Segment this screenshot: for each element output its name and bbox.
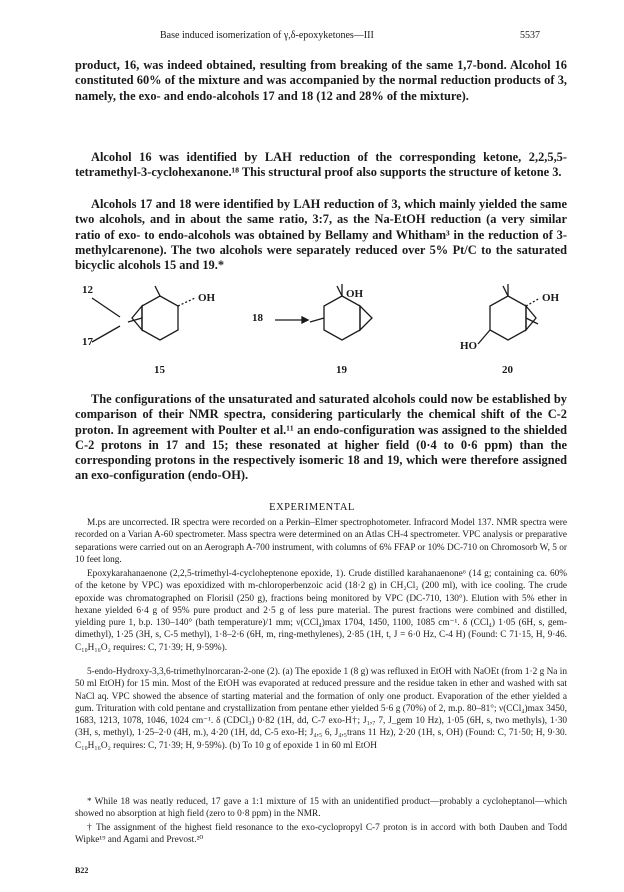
compound-label-19: 19 [336, 364, 347, 376]
experimental-heading: EXPERIMENTAL [269, 502, 355, 513]
experimental-hydroxy [75, 666, 567, 752]
ring-20 [490, 296, 526, 340]
experimental-general [75, 517, 567, 566]
footnote-star [75, 796, 567, 821]
oh-label-15: OH [198, 292, 216, 304]
ring-15 [142, 296, 178, 340]
paragraph-4-text: The configurations of the unsaturated and saturated alcohols could now be established by comparison of their NMR spectra, considering particularly the chemical shift of the C-2 proton. In agreement with Poulter et al.¹¹ an endo-configuration was assigned to the shielded C-2 protons in 17 and 15; these resonated at higher field (0·4 to 0·6 ppm) than the corresponding protons in the respectively isomeric 18 and 19, which were therefore assigned an exo-configuration (endo-OH). [75, 392, 567, 483]
experimental-epoxide [75, 568, 567, 654]
compound-label-20: 20 [502, 364, 513, 376]
footer-code: B22 [75, 866, 89, 875]
running-head: Base induced isomerization of γ,δ-epoxyketones—III [160, 30, 374, 41]
paragraph-2 [75, 150, 567, 181]
reaction-scheme [80, 284, 570, 384]
arrow-12 [92, 298, 120, 317]
experimental-epoxide-text: Epoxykarahanaenone (2,2,5-trimethyl-4-cycloheptenone epoxide, 1). Crude distilled karahanaenone⁶ (14 g; containing ca. 60% of the ketone by VPC) was epoxidized with m-chloroperbenzoic acid (18·2 g) in CH₂Cl₂ (200 ml), with ice cooling. The crude epoxide was chromatographed on Florisil (250 g), fractions being monitored by VPC (DC-710, 130°). Elution with 5% ether in hexane yielded 6·4 g of 95% pure product and 2·5 g of less pure material. The purest fractions were combined and distilled, yielding pure 1, b.p. 130–140° (bath temperature)/1 mm; ν(CCl₄)max 1704, 1450, 1100, 1085 cm⁻¹. δ (CCl₄) 1·05 (6H, s, gem-dimethyl), 1·25 (3H, s, C-5 methyl), 1·8–2·6 (6H, m, ring-methylenes), 2·85 (1H, t, J = 6·0 Hz, C-4 H) (Found: C 71·15, H, 9·46. C₁₀H₁₆O₂ requires: C, 71·39; H, 9·59%). [75, 569, 567, 653]
experimental-general-text: M.ps are uncorrected. IR spectra were recorded on a Perkin–Elmer spectrophotometer. Infracord Model 137. NMR spectra were recorded on a Varian A-60 spectrometer. Mass spectra were determined on an Atlas CH-4 spectrometer. VPC analysis or preparative separations were carried out on an Aerograph A-700 instrument, with columns of 6% FFAP or 10% DC-710 on Chromosorb W, 5 or 10 feet long. [75, 518, 567, 565]
compound-label-15: 15 [154, 364, 165, 376]
paragraph-2-text: Alcohol 16 was identified by LAH reduction of the corresponding ketone, 2,2,5,5-tetramethyl-3-cyclohexanone.¹⁸ This structural proof also supports the structure of ketone 3. [75, 150, 567, 180]
compound-label-12: 12 [82, 284, 93, 296]
oh-label-20: OH [542, 292, 560, 304]
paragraph-1-text: product, 16, was indeed obtained, resulting from breaking of the same 1,7-bond. Alcohol 16 constituted 60% of the mixture and was accompanied by the normal reduction products of 3, namely, the exo- and endo-alcohols 17 and 18 (12 and 28% of the mixture). [75, 58, 567, 103]
ho-label-20: HO [460, 340, 478, 352]
page-number: 5537 [520, 30, 540, 41]
oh-label-19: OH [346, 288, 364, 300]
paragraph-4 [75, 392, 567, 484]
compound-label-17: 17 [82, 336, 93, 348]
footnote-star-text: * While 18 was neatly reduced, 17 gave a 1:1 mixture of 15 with an unidentified product—probably a cycloheptanol—which showed no absorption at high field (zero to 0·8 ppm) in the NMR. [75, 797, 567, 820]
paragraph-3-text: Alcohols 17 and 18 were identified by LAH reduction of 3, which mainly yielded the same two alcohols, and in about the same ratio, 3:7, as the Na-EtOH reduction (a very similar ratio of exo- to endo-alcohols was obtained by Bellamy and Whitham³ in the reduction of 3-methylcarenone). The two alcohols were separately reduced over 5% Pt/C to the saturated bicyclic alcohols 15 and 19.* [75, 197, 567, 273]
footnote-dagger-text: † The assignment of the highest field resonance to the exo-cyclopropyl C-7 proton is in accord with both Dauben and Todd Wipke¹⁹ and Agami and Prevost.²⁰ [75, 823, 567, 846]
ring-19 [324, 296, 360, 340]
experimental-hydroxy-text: 5-endo-Hydroxy-3,3,6-trimethylnorcaran-2-one (2). (a) The epoxide 1 (8 g) was refluxed in EtOH with NaOEt (from 1·2 g Na in 50 ml EtOH) for 15 min. Most of the EtOH was evaporated at reduced pressure and the residue taken in ether and washed with sat NaCl aq. VPC showed the absence of starting material and the formation of only one product. Evaporation of the ether yielded a gum. Trituration with cold pentane and crystallization from pentane ether yielded 5·6 g (70%) of 2, m.p. 80–81°; ν(CCl₄)max 3450, 1683, 1213, 1078, 1046, 1024 cm⁻¹. δ (CDCl₃) 0·82 (1H, dd, C-7 exo-H†; J₁,₇ 7, J_gem 10 Hz), 1·05 (6H, s, two methyls), 1·30 (3H, s, methyl), 1·25–2·0 (4H, m.), 4·20 (1H, dd, C-5 exo-H; J₄,₅ 6, J₄,₅trans 11 Hz), 2·20 (1H, s, OH) (Found: C, 71·50; H, 9·30. C₁₀H₁₆O₂ requires: C, 71·39; H, 9·59%). (b) To 10 g of epoxide 1 in 60 ml EtOH [75, 667, 567, 751]
arrow-17 [92, 326, 120, 342]
paragraph-1 [75, 58, 567, 104]
paragraph-3 [75, 197, 567, 273]
footnote-dagger [75, 822, 567, 847]
compound-label-18: 18 [252, 312, 263, 324]
